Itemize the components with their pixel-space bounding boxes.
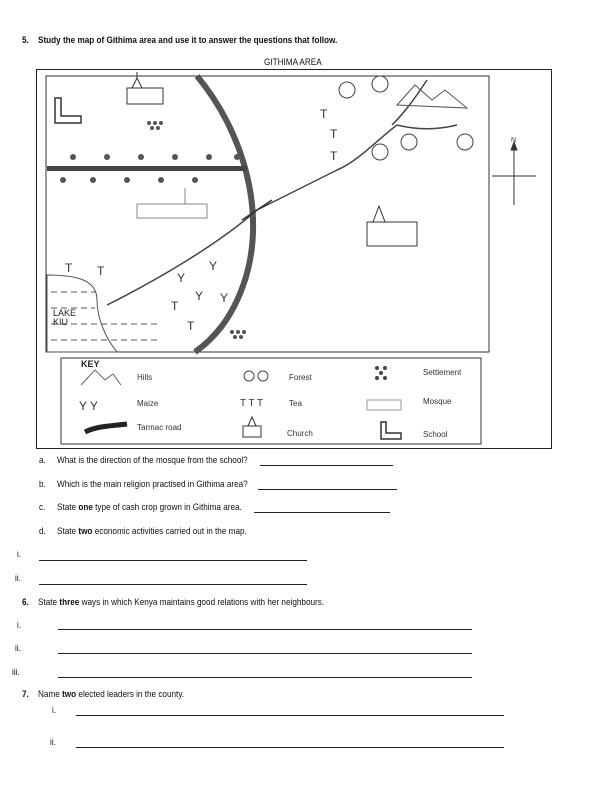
key-settlement-icon: [375, 366, 387, 380]
key-label-forest: Forest: [289, 373, 312, 382]
q7-numeral-i: i.: [52, 705, 57, 716]
key-label-settlement: Settlement: [423, 368, 462, 377]
maize-symbols: [177, 259, 228, 305]
svg-text:T: T: [187, 319, 195, 333]
q5a-letter: a.: [39, 455, 46, 466]
key-hills-icon: [81, 370, 121, 385]
bridge: [242, 200, 272, 220]
q6-text: State three ways in which Kenya maintains good relations with her neighbours.: [38, 597, 325, 608]
q5c-text: State one type of cash crop grown in Githima area.: [57, 502, 242, 513]
q7-numeral-ii: ii.: [50, 737, 56, 748]
q7-text: Name two elected leaders in the county.: [38, 689, 185, 700]
svg-text:T: T: [65, 261, 73, 275]
svg-text:T: T: [320, 107, 328, 121]
school-icon: [55, 98, 81, 123]
q6-answer-line-i[interactable]: [58, 629, 472, 630]
svg-text:Y: Y: [220, 291, 229, 305]
tarmac-road: [47, 166, 247, 171]
key-tarmac-icon: [85, 424, 127, 432]
githima-map: [36, 69, 552, 449]
map-title: GITHIMA AREA: [264, 57, 322, 68]
map-drawing: [37, 70, 553, 450]
q6-number: 6.: [22, 597, 29, 608]
svg-text:T: T: [97, 264, 105, 278]
key-maize-icon: Y Y: [79, 399, 98, 413]
q6-answer-line-iii[interactable]: [58, 677, 472, 678]
q7-number: 7.: [22, 689, 29, 700]
q5d-answer-line-ii[interactable]: [39, 584, 307, 585]
lake-label-2: KIU: [53, 317, 69, 327]
key-label-maize: Maize: [137, 399, 159, 408]
q5b-text: Which is the main religion practised in Githima area?: [57, 479, 248, 490]
map-frame: [46, 76, 489, 352]
key-forest-icon: [244, 371, 268, 381]
q6-numeral-i: i.: [17, 620, 22, 631]
key-label-church: Church: [287, 429, 313, 438]
north-arrow: [492, 142, 536, 205]
q5d-text: State two economic activities carried out in the map.: [57, 526, 247, 537]
q5c-letter: c.: [39, 502, 46, 513]
key-title: KEY: [81, 359, 100, 369]
q6-numeral-iii: iii.: [12, 667, 20, 678]
lake-label-1: LAKE: [53, 308, 77, 318]
q5-number: 5.: [22, 35, 29, 46]
q7-answer-line-ii[interactable]: [76, 747, 504, 748]
q5d-numeral-ii: ii.: [15, 573, 21, 584]
key-label-mosque: Mosque: [423, 397, 452, 406]
q5d-answer-line-i[interactable]: [39, 560, 307, 561]
svg-text:T: T: [330, 149, 338, 163]
q7-answer-line-i[interactable]: [76, 715, 504, 716]
key-school-icon: [381, 422, 401, 439]
road-northeast: [257, 125, 397, 210]
q6-answer-line-ii[interactable]: [58, 653, 472, 654]
key-church-icon: [243, 417, 261, 437]
svg-text:T: T: [330, 127, 338, 141]
settlement-cluster-1: [147, 121, 163, 130]
key-mosque-icon: [367, 400, 401, 410]
q6-numeral-ii: ii.: [15, 643, 21, 654]
svg-text:Y: Y: [195, 289, 204, 303]
forest-icons: [339, 76, 473, 160]
settlement-cluster-2: [230, 330, 246, 339]
hills-icon: [397, 85, 467, 108]
q5a-text: What is the direction of the mosque from the school?: [57, 455, 248, 466]
key-tea-icon: T T T: [240, 398, 264, 409]
svg-text:Y: Y: [177, 271, 186, 285]
q5c-answer-line[interactable]: [254, 512, 390, 513]
q5b-letter: b.: [39, 479, 46, 490]
river: [195, 76, 253, 352]
key-label-hills: Hills: [137, 373, 153, 382]
q5d-letter: d.: [39, 526, 46, 537]
q5d-numeral-i: i.: [17, 549, 22, 560]
mosque-icon: [137, 188, 207, 218]
q5b-answer-line[interactable]: [258, 489, 397, 490]
north-label: N: [511, 137, 517, 144]
q5-text: Study the map of Githima area and use it to answer the questions that follow.: [38, 35, 338, 46]
key-label-tarmac: Tarmac road: [137, 423, 182, 432]
church-icon-right: [367, 206, 417, 246]
church-icon: [127, 72, 163, 104]
key-label-school: School: [423, 430, 448, 439]
road-southwest: [107, 210, 257, 305]
svg-text:Y: Y: [209, 259, 218, 273]
key-box: [61, 358, 481, 444]
svg-text:T: T: [171, 299, 179, 313]
key-label-tea: Tea: [289, 399, 302, 408]
q5a-answer-line[interactable]: [260, 465, 393, 466]
